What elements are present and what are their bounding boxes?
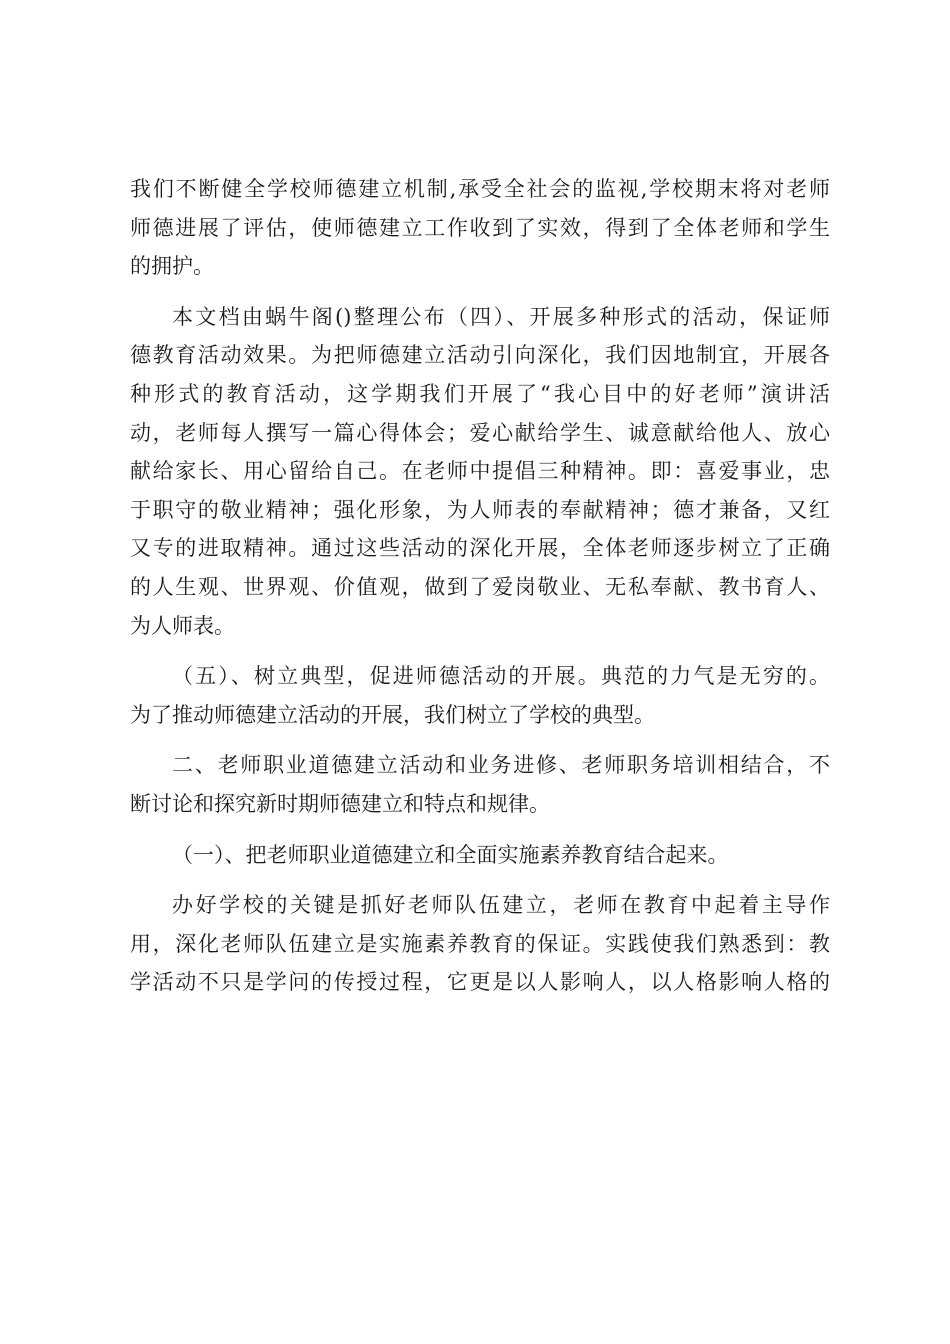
text-line: 又专的进取精神。通过这些活动的深化开展，全体老师逐步树立了正确 (130, 536, 830, 561)
paragraph-6 (130, 886, 830, 1002)
text-line: 的人生观、世界观、价值观，做到了爱岗敬业、无私奉献、教书育人、 (130, 574, 830, 599)
text-line: 师德进展了评估，使师德建立工作收到了实效，得到了全体老师和学生 (130, 215, 830, 240)
text-line: 为了推动师德建立活动的开展，我们树立了学校的典型。 (130, 702, 655, 727)
text-line: 为人师表。 (130, 613, 235, 638)
text-line: 用，深化老师队伍建立是实施素养教育的保证。实践使我们熟悉到：教 (130, 931, 830, 956)
text-line: 学活动不只是学问的传授过程，它更是以人影响人，以人格影响人格的 (130, 970, 830, 995)
text-line: 办好学校的关键是抓好老师队伍建立，老师在教育中起着主导作 (172, 893, 830, 918)
text-line: （五）、树立典型，促进师德活动的开展。典范的力气是无穷的。 (172, 664, 830, 689)
paragraph-5 (130, 836, 830, 875)
text-line: 于职守的敬业精神；强化形象，为人师表的奉献精神；德才兼备，又红 (130, 497, 830, 522)
paragraph-1 (130, 170, 830, 286)
paragraph-2 (130, 298, 830, 645)
text-line: 种形式的教育活动，这学期我们开展了“我心目中的好老师”演讲活 (130, 381, 830, 406)
text-line: 断讨论和探究新时期师德建立和特点和规律。 (130, 791, 550, 816)
text-line: 献给家长、用心留给自己。在老师中提倡三种精神。即：喜爱事业，忠 (130, 459, 830, 484)
text-line: 的拥护。 (130, 254, 214, 279)
paragraph-3 (130, 657, 830, 734)
text-line: 我们不断健全学校师德建立机制,承受全社会的监视,学校期末将对老师 (130, 177, 830, 201)
text-line: 德教育活动效果。为把师德建立活动引向深化，我们因地制宜，开展各 (130, 343, 830, 368)
text-line: 本文档由蜗牛阁()整理公布（四）、开展多种形式的活动，保证师 (172, 304, 830, 329)
document-body (130, 170, 830, 1002)
paragraph-4 (130, 746, 830, 823)
text-line: （一）、把老师职业道德建立和全面实施素养教育结合起来。 (172, 842, 729, 867)
text-line: 二、老师职业道德建立活动和业务进修、老师职务培训相结合，不 (172, 753, 830, 778)
text-line: 动，老师每人撰写一篇心得体会；爱心献给学生、诚意献给他人、放心 (130, 420, 830, 445)
